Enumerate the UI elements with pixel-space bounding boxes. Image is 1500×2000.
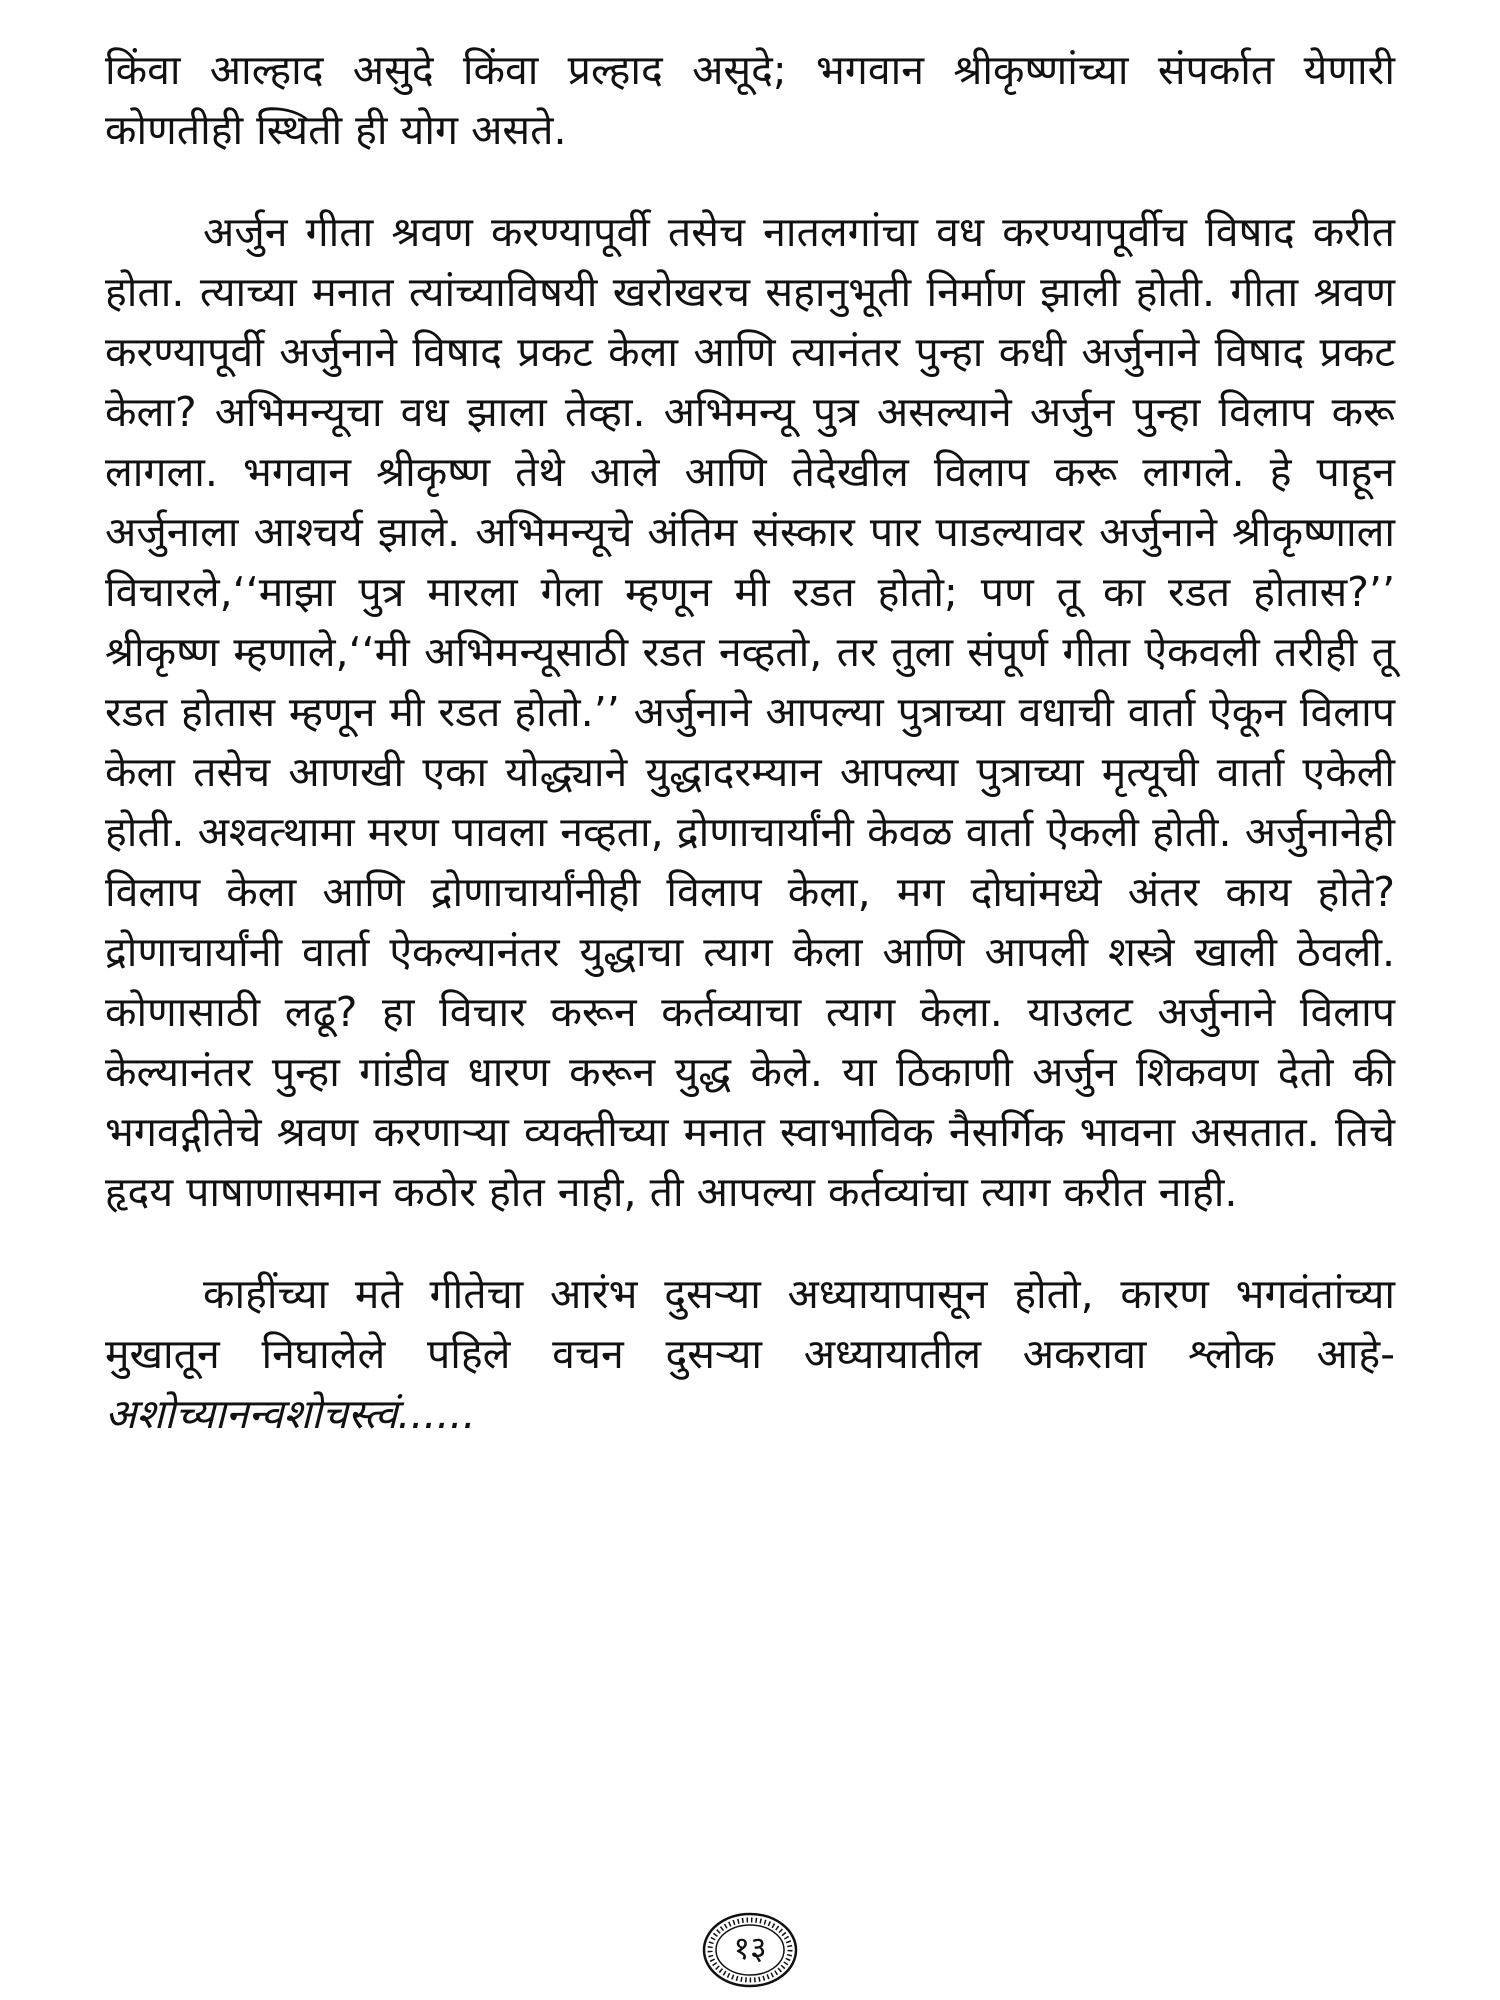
page-body <box>105 40 1395 1444</box>
paragraph-gap <box>105 1222 1395 1264</box>
paragraph-3 <box>105 1264 1395 1444</box>
page-number-badge <box>700 1910 800 1990</box>
page-number: १३ <box>733 1929 767 1967</box>
paragraph-2: अर्जुन गीता श्रवण करण्यापूर्वी तसेच नातलगांचा वध करण्यापूर्वीच विषाद करीत होता. त्याच्या मनात त्यांच्याविषयी खरोखरच सहानुभूती निर्माण झाली होती. गीता श्रवण करण्यापूर्वी अर्जुनाने विषाद प्रकट केला आणि त्यानंतर पुन्हा कधी अर्जुनाने विषाद प्रकट केला? अभिमन्यूचा वध झाला तेव्हा. अभिमन्यू पुत्र असल्याने अर्जुन पुन्हा विलाप करू लागला. भगवान श्रीकृष्ण तेथे आले आणि तेदेखील विलाप करू लागले. हे पाहून अर्जुनाला आश्चर्य झाले. अभिमन्यूचे अंतिम संस्कार पार पाडल्यावर अर्जुनाने श्रीकृष्णाला विचारले,‘‘माझा पुत्र मारला गेला म्हणून मी रडत होतो; पण तू का रडत होतास?’’ श्रीकृष्ण म्हणाले,‘‘मी अभिमन्यूसाठी रडत नव्हतो, तर तुला संपूर्ण गीता ऐकवली तरीही तू रडत होतास म्हणून मी रडत होतो.’’ अर्जुनाने आपल्या पुत्राच्या वधाची वार्ता ऐकून विलाप केला तसेच आणखी एका योद्ध्याने युद्धादरम्यान आपल्या पुत्राच्या मृत्यूची वार्ता एकेली होती. अश्वत्थामा मरण पावला नव्हता, द्रोणाचार्यांनी केवळ वार्ता ऐकली होती. अर्जुनानेही विलाप केला आणि द्रोणाचार्यांनीही विलाप केला, मग दोघांमध्ये अंतर काय होते? द्रोणाचार्यांनी वार्ता ऐकल्यानंतर युद्धाचा त्याग केला आणि आपली शस्त्रे खाली ठेवली. कोणासाठी लढू? हा विचार करून कर्तव्याचा त्याग केला. याउलट अर्जुनाने विलाप केल्यानंतर पुन्हा गांडीव धारण करून युद्ध केले. या ठिकाणी अर्जुन शिकवण देतो की भगवद्गीतेचे श्रवण करणाऱ्या व्यक्तीच्या मनात स्वाभाविक नैसर्गिक भावना असतात. तिचे हृदय पाषाणासमान कठोर होत नाही, ती आपल्या कर्तव्यांचा त्याग करीत नाही. <box>105 208 1395 1216</box>
paragraph-gap <box>105 160 1395 202</box>
paragraph-1: किंवा आल्हाद असुदे किंवा प्रल्हाद असूदे; भगवान श्रीकृष्णांच्या संपर्कात येणारी कोणतीही स्थिती ही योग असते. <box>105 46 1395 154</box>
paragraph-3-text: काहींच्या मते गीतेचा आरंभ दुसऱ्या अध्यायापासून होतो, कारण भगवंतांच्या मुखातून निघालेले पहिले वचन दुसऱ्या अध्यायातील अकरावा श्लोक आहे- <box>105 1270 1395 1378</box>
verse-quote: अशोच्यानन्वशोचस्त्वं...... <box>105 1390 476 1438</box>
